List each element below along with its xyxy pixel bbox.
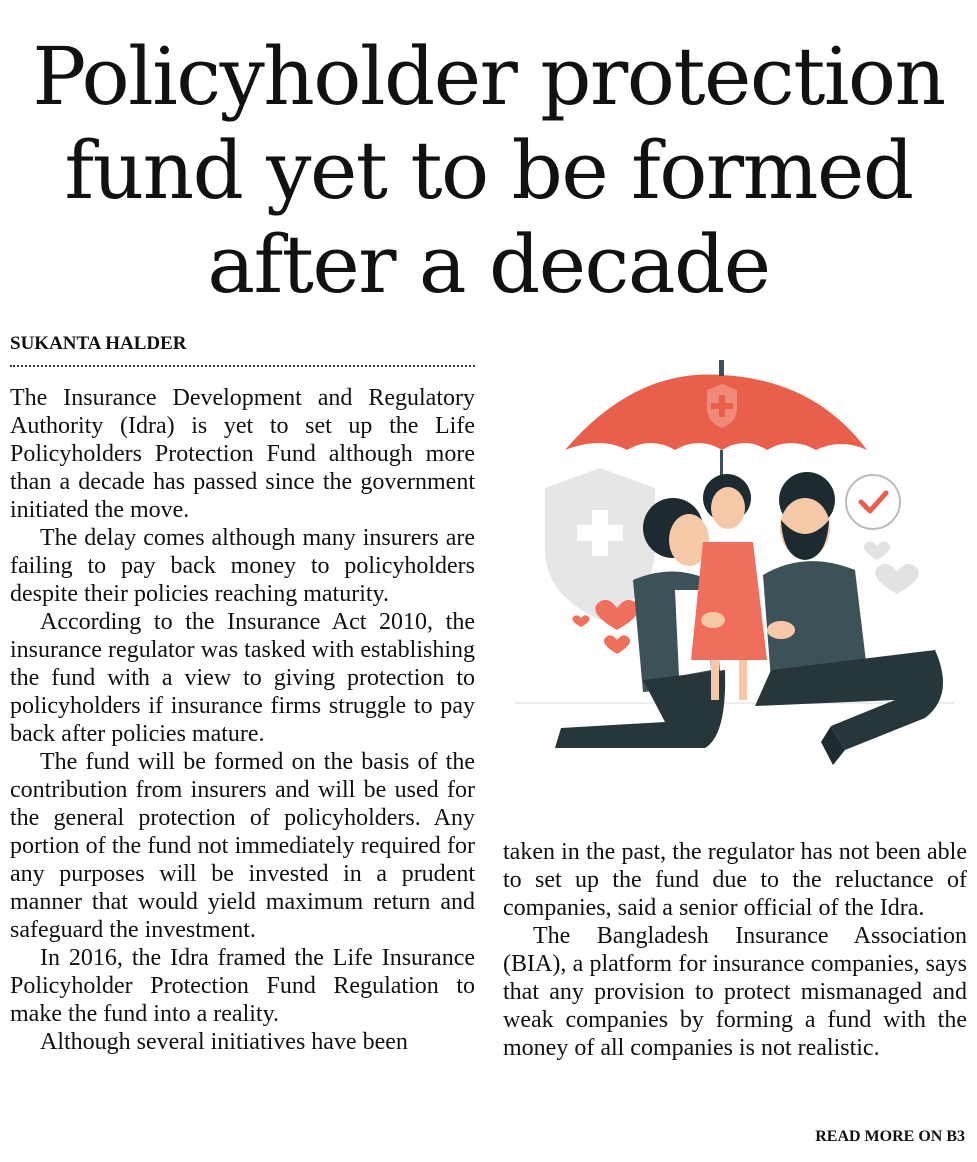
heart-icon <box>604 635 630 654</box>
headline-line-2: fund yet to be formed <box>64 124 913 217</box>
headline <box>0 30 977 312</box>
paragraph: Although several initiatives have been <box>40 1029 408 1055</box>
paragraph: The Insurance Development and Regulatory Authority (Idra) is yet to set up the Life Policyholders Protection Fund although more than a decade has passed since the government initiated the move. <box>10 385 475 523</box>
heart-icon <box>572 615 589 627</box>
article-column-2 <box>503 838 967 1062</box>
article-column-1 <box>10 384 475 1056</box>
family-umbrella-illustration <box>515 350 955 800</box>
paragraph: taken in the past, the regulator has not been able to set up the fund due to the reluctance of companies, said a senior official of the Idra. <box>503 839 967 921</box>
paragraph: The fund will be formed on the basis of the contribution from insurers and will be used for the general protection of policyholders. Any portion of the fund not immediately required for any purposes will be invested in a prudent manner that would yield maximum return and safeguard the investment. <box>10 749 475 943</box>
byline: SUKANTA HALDER <box>10 333 475 367</box>
heart-icon <box>875 564 919 594</box>
headline-line-3: after a decade <box>207 218 770 311</box>
read-more-link[interactable]: READ MORE ON B3 <box>815 1128 965 1145</box>
headline-line-1: Policyholder protection <box>32 30 945 123</box>
paragraph: The delay comes although many insurers are failing to pay back money to policyholders despite their policies reaching maturity. <box>10 525 475 607</box>
paragraph: The Bangladesh Insurance Association (BIA), a platform for insurance companies, says that any provision to protect mismanaged and weak companies by forming a fund with the money of all companies is not realistic. <box>503 923 967 1061</box>
checkmark-bubble-icon <box>846 475 900 529</box>
paragraph: In 2016, the Idra framed the Life Insurance Policyholder Protection Fund Regulation to make the fund into a reality. <box>10 945 475 1027</box>
heart-icon <box>864 541 890 560</box>
paragraph: According to the Insurance Act 2010, the insurance regulator was tasked with establishing the fund with a view to giving protection to policyholders if insurance firms struggle to pay back after policies mature. <box>10 609 475 747</box>
